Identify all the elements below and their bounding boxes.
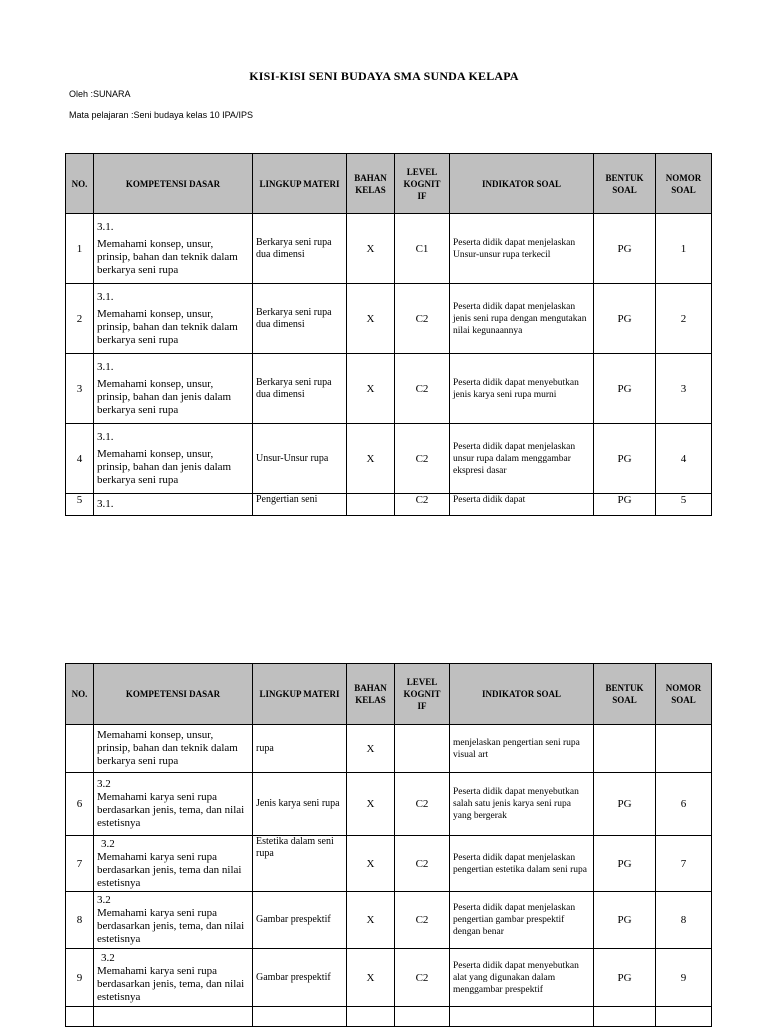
- cell-kompetensi-dasar: [94, 494, 253, 516]
- cell-bentuk-soal: PG: [594, 949, 656, 1007]
- cell-bentuk-soal: PG: [594, 892, 656, 949]
- cell-indikator-soal: Peserta didik dapat menyebutkan alat yang digunakan dalam menggambar prespektif: [450, 949, 594, 1007]
- table-row: [66, 214, 712, 284]
- cell-bahan-kelas: X: [347, 284, 395, 354]
- author-line: Oleh :SUNARA: [69, 89, 131, 99]
- table-row: [66, 354, 712, 424]
- document-title: KISI-KISI SENI BUDAYA SMA SUNDA KELAPA: [249, 69, 519, 83]
- cell-bahan-kelas: X: [347, 773, 395, 836]
- kd-text: Memahami karya seni rupa berdasarkan jenis, tema, dan nilai estetisnya: [97, 907, 245, 945]
- cell-level-kognitif: [395, 725, 450, 773]
- cell-bahan-kelas: X: [347, 424, 395, 494]
- cell-lingkup-materi: Berkarya seni rupa dua dimensi: [253, 284, 347, 354]
- cell-bentuk-soal: PG: [594, 773, 656, 836]
- cell-bentuk-soal: [594, 725, 656, 773]
- kd-code: 3.2: [97, 894, 111, 906]
- cell-level-kognitif: C1: [395, 214, 450, 284]
- kd-text: Memahami konsep, unsur, prinsip, bahan dan teknik dalam berkarya seni rupa: [97, 237, 238, 276]
- cell-indikator-soal: Peserta didik dapat: [450, 494, 594, 516]
- cell-level-kognitif: C2: [395, 836, 450, 892]
- cell-bahan-kelas: X: [347, 949, 395, 1007]
- table-row: [66, 949, 712, 1007]
- cell-no: 9: [66, 949, 94, 1007]
- table-row: [66, 836, 712, 892]
- cell-kompetensi-dasar: [94, 949, 253, 1007]
- header-lingkup-materi: LINGKUP MATERI: [253, 154, 347, 214]
- header-bahan-kelas: BAHAN KELAS: [347, 154, 395, 214]
- kd-code: 3.2: [101, 951, 115, 964]
- kd-text: Memahami konsep, unsur, prinsip, bahan dan jenis dalam berkarya seni rupa: [97, 377, 232, 416]
- cell-level-kognitif: C2: [395, 949, 450, 1007]
- cell-no: 8: [66, 892, 94, 949]
- cell-nomor-soal: [656, 725, 712, 773]
- cell-no: 1: [66, 214, 94, 284]
- cell-kompetensi-dasar: [94, 725, 253, 773]
- cell-nomor-soal: 9: [656, 949, 712, 1007]
- cell-bentuk-soal: PG: [594, 836, 656, 892]
- header-bentuk-soal: BENTUK SOAL: [594, 154, 656, 214]
- subject-line: Mata pelajaran :Seni budaya kelas 10 IPA/IPS: [69, 110, 253, 120]
- cell-indikator-soal: Peserta didik dapat menjelaskan pengertian gambar prespektif dengan benar: [450, 892, 594, 949]
- cell-nomor-soal: 5: [656, 494, 712, 516]
- header-level-kognitif: LEVEL KOGNIT IF: [395, 664, 450, 725]
- table-header-row: [66, 664, 712, 725]
- cell-lingkup-materi: Jenis karya seni rupa: [253, 773, 347, 836]
- cell-nomor-soal: 7: [656, 836, 712, 892]
- cell-nomor-soal: 4: [656, 424, 712, 494]
- cell-no: 4: [66, 424, 94, 494]
- table-row: [66, 725, 712, 773]
- table-row: [66, 773, 712, 836]
- cell-nomor-soal: 8: [656, 892, 712, 949]
- kd-code: 3.1.: [97, 290, 114, 303]
- cell-lingkup-materi: Gambar prespektif: [253, 949, 347, 1007]
- header-no: NO.: [66, 154, 94, 214]
- cell-indikator-soal: Peserta didik dapat menjelaskan jenis seni rupa dengan mengutakan nilai kegunaannya: [450, 284, 594, 354]
- kisi-table-2: [65, 663, 712, 1027]
- cell-bahan-kelas: X: [347, 354, 395, 424]
- kd-text: Memahami karya seni rupa berdasarkan jenis, tema dan nilai estetisnya: [97, 850, 242, 889]
- cell-level-kognitif: C2: [395, 354, 450, 424]
- cell-no: 3: [66, 354, 94, 424]
- cell-kompetensi-dasar: [94, 214, 253, 284]
- cell-bahan-kelas: X: [347, 836, 395, 892]
- cell-kompetensi-dasar: [94, 424, 253, 494]
- cell-kompetensi-dasar: [94, 892, 253, 949]
- cell-bahan-kelas: X: [347, 892, 395, 949]
- kd-code: 3.1.: [97, 498, 114, 510]
- cell-lingkup-materi: rupa: [253, 725, 347, 773]
- table-row: [66, 892, 712, 949]
- header-indikator-soal: INDIKATOR SOAL: [450, 664, 594, 725]
- cell-indikator-soal: menjelaskan pengertian seni rupa visual art: [450, 725, 594, 773]
- cell-bentuk-soal: PG: [594, 354, 656, 424]
- cell-lingkup-materi: Unsur-Unsur rupa: [253, 424, 347, 494]
- cell-lingkup-materi: Gambar prespektif: [253, 892, 347, 949]
- cell-nomor-soal: 3: [656, 354, 712, 424]
- table-header-row: [66, 154, 712, 214]
- cell-no: 6: [66, 773, 94, 836]
- cell-nomor-soal: 6: [656, 773, 712, 836]
- cell-indikator-soal: Peserta didik dapat menyebutkan jenis karya seni rupa murni: [450, 354, 594, 424]
- header-indikator-soal: INDIKATOR SOAL: [450, 154, 594, 214]
- cell-bentuk-soal: PG: [594, 494, 656, 516]
- table-row: [66, 494, 712, 516]
- cell-bentuk-soal: PG: [594, 424, 656, 494]
- cell-kompetensi-dasar: [94, 836, 253, 892]
- cell-bahan-kelas: X: [347, 214, 395, 284]
- kisi-table-1: [65, 153, 712, 516]
- kd-text: Memahami karya seni rupa berdasarkan jenis, tema, dan nilai estetisnya: [97, 791, 245, 829]
- cell-bentuk-soal: PG: [594, 284, 656, 354]
- cell-kompetensi-dasar: [94, 773, 253, 836]
- kd-text: Memahami konsep, unsur, prinsip, bahan dan teknik dalam berkarya seni rupa: [97, 729, 238, 767]
- cell-no: 2: [66, 284, 94, 354]
- kd-code: 3.2: [97, 778, 111, 790]
- kd-code: 3.1.: [97, 360, 114, 373]
- kd-text: Memahami konsep, unsur, prinsip, bahan dan teknik dalam berkarya seni rupa: [97, 307, 238, 346]
- header-bentuk-soal: BENTUK SOAL: [594, 664, 656, 725]
- kd-code: 3.1.: [97, 220, 114, 233]
- header-no: NO.: [66, 664, 94, 725]
- cell-bahan-kelas: [347, 494, 395, 516]
- table-row: [66, 424, 712, 494]
- cell-no: 5: [66, 494, 94, 516]
- cell-indikator-soal: Peserta didik dapat menyebutkan salah satu jenis karya seni rupa yang bergerak: [450, 773, 594, 836]
- header-bahan-kelas: BAHAN KELAS: [347, 664, 395, 725]
- cell-lingkup-materi: Estetika dalam seni rupa: [253, 836, 347, 892]
- kd-text: Memahami konsep, unsur, prinsip, bahan dan jenis dalam berkarya seni rupa: [97, 447, 232, 486]
- kd-code: 3.1.: [97, 430, 114, 443]
- cell-level-kognitif: C2: [395, 892, 450, 949]
- cell-indikator-soal: Peserta didik dapat menjelaskan Unsur-unsur rupa terkecil: [450, 214, 594, 284]
- cell-level-kognitif: C2: [395, 284, 450, 354]
- header-nomor-soal: NOMOR SOAL: [656, 664, 712, 725]
- table-row: [66, 284, 712, 354]
- cell-lingkup-materi: Pengertian seni: [253, 494, 347, 516]
- cell-level-kognitif: C2: [395, 424, 450, 494]
- cell-bahan-kelas: X: [347, 725, 395, 773]
- cell-nomor-soal: 2: [656, 284, 712, 354]
- kd-text: Memahami karya seni rupa berdasarkan jenis, tema, dan nilai estetisnya: [97, 964, 245, 1003]
- header-lingkup-materi: LINGKUP MATERI: [253, 664, 347, 725]
- cell-lingkup-materi: Berkarya seni rupa dua dimensi: [253, 214, 347, 284]
- cell-level-kognitif: C2: [395, 773, 450, 836]
- cell-no: [66, 725, 94, 773]
- header-kompetensi-dasar: KOMPETENSI DASAR: [94, 154, 253, 214]
- kd-code: 3.2: [101, 837, 115, 850]
- cell-lingkup-materi: Berkarya seni rupa dua dimensi: [253, 354, 347, 424]
- header-kompetensi-dasar: KOMPETENSI DASAR: [94, 664, 253, 725]
- cell-indikator-soal: Peserta didik dapat menjelaskan unsur rupa dalam menggambar ekspresi dasar: [450, 424, 594, 494]
- cell-kompetensi-dasar: [94, 354, 253, 424]
- cell-kompetensi-dasar: [94, 284, 253, 354]
- header-nomor-soal: NOMOR SOAL: [656, 154, 712, 214]
- header-level-kognitif: LEVEL KOGNIT IF: [395, 154, 450, 214]
- cell-no: 7: [66, 836, 94, 892]
- cell-bentuk-soal: PG: [594, 214, 656, 284]
- cell-level-kognitif: C2: [395, 494, 450, 516]
- cell-nomor-soal: 1: [656, 214, 712, 284]
- cell-indikator-soal: Peserta didik dapat menjelaskan pengertian estetika dalam seni rupa: [450, 836, 594, 892]
